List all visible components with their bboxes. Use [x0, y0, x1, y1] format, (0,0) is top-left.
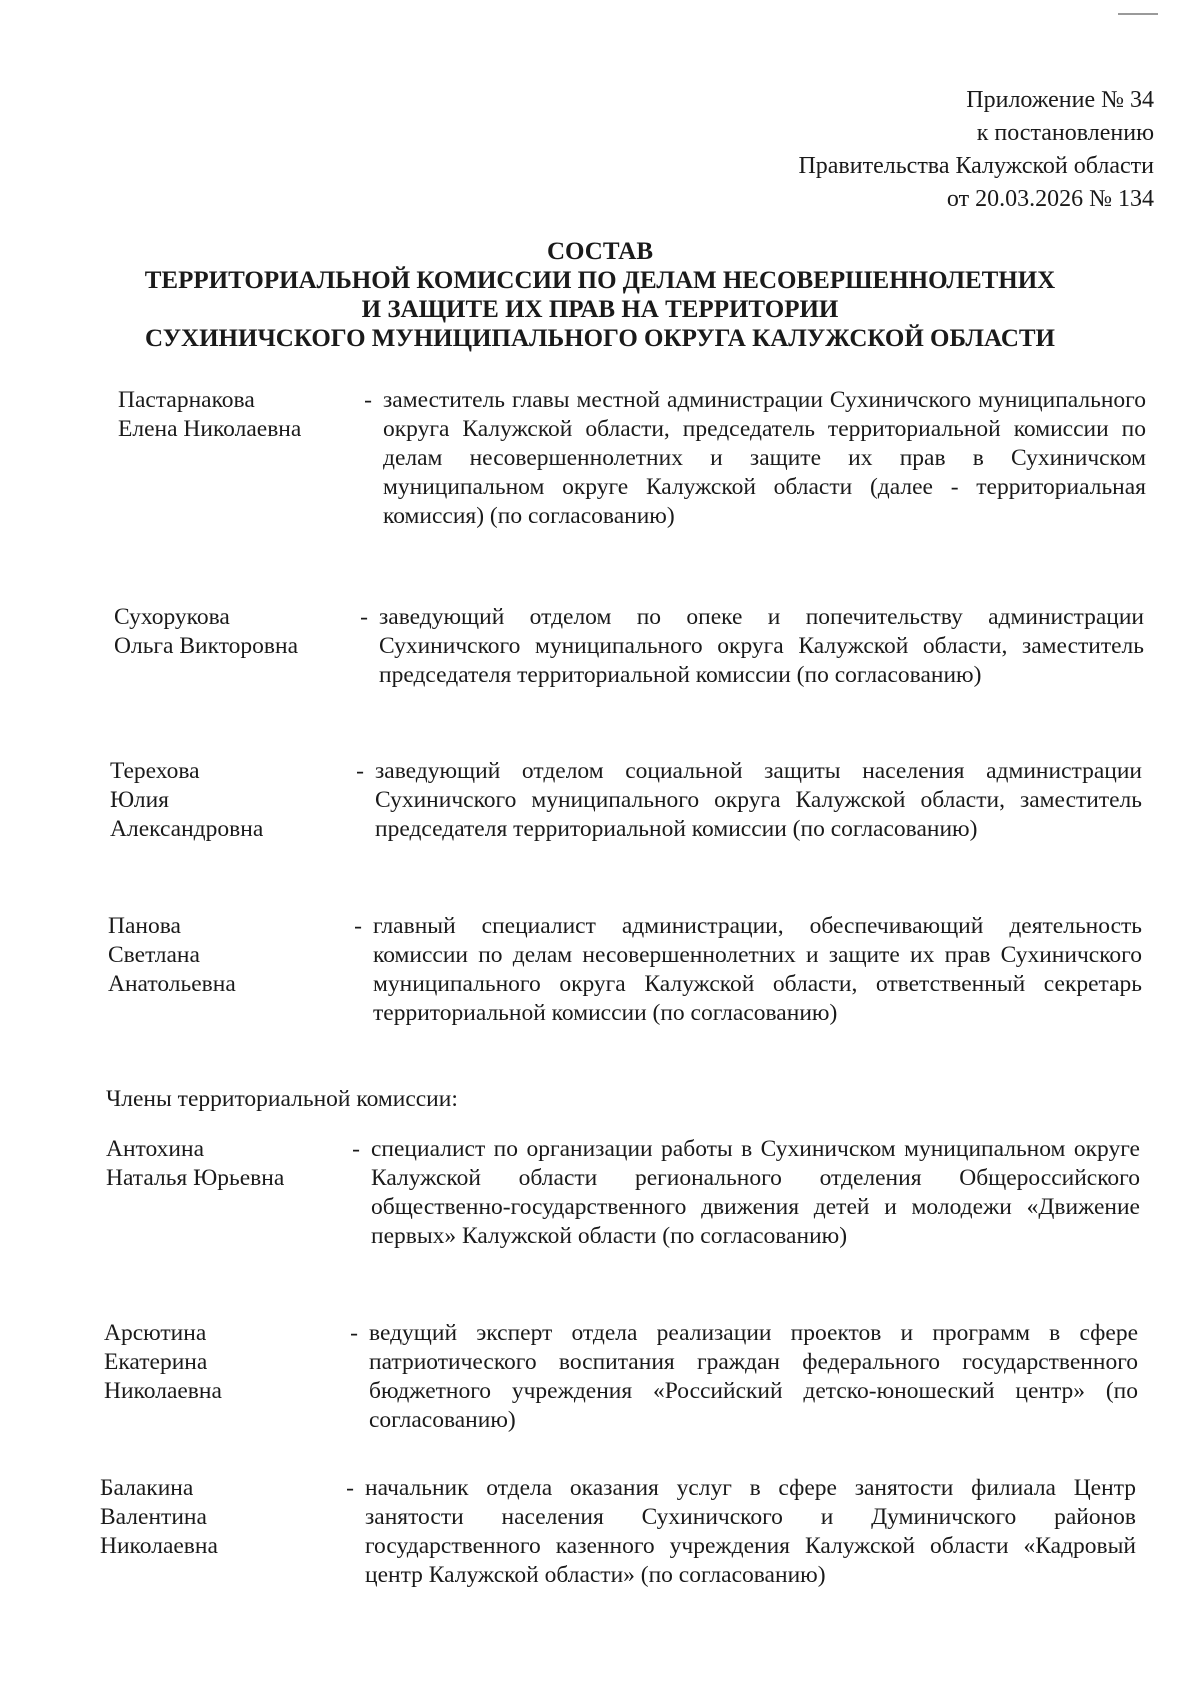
appendix-ref: к постановлению: [976, 120, 1154, 146]
member-name: [110, 757, 345, 844]
appendix-header: [798, 84, 1154, 216]
appendix-date: от 20.03.2026 № 134: [946, 186, 1154, 212]
member-name: [104, 1319, 339, 1435]
member-entry-1: [106, 1135, 1140, 1251]
member-first-name: Юлия: [110, 787, 169, 813]
member-name: [118, 386, 353, 531]
scan-artifact-mark: [1118, 13, 1158, 15]
document-title: [0, 237, 1200, 353]
member-surname: Панова: [108, 913, 181, 939]
member-position: специалист по организации работы в Сухиничском муниципальном округе Калужской области регионального отделения Общероссийского общественно-государственного движения детей и молодежи «Движение первых» Калужской области (по согласованию): [371, 1136, 1140, 1249]
member-name: [106, 1135, 341, 1251]
member-patronymic: Александровна: [110, 816, 264, 842]
member-first-name: Валентина: [100, 1504, 207, 1530]
member-patronymic: Николаевна: [100, 1533, 218, 1559]
member-surname: Арсютина: [104, 1320, 207, 1346]
member-surname: Терехова: [110, 758, 200, 784]
member-patronymic: Анатольевна: [108, 971, 236, 997]
title-line-2: ТЕРРИТОРИАЛЬНОЙ КОМИССИИ ПО ДЕЛАМ НЕСОВЕРШЕННОЛЕТНИХ: [144, 267, 1056, 294]
entry-dash: -: [360, 604, 368, 630]
member-first-name: Екатерина: [104, 1349, 208, 1375]
title-line-4: СУХИНИЧСКОГО МУНИЦИПАЛЬНОГО ОКРУГА КАЛУЖСКОЙ ОБЛАСТИ: [144, 325, 1056, 352]
member-position: заместитель главы местной администрации Сухиничского муниципального округа Калужской области, председатель территориальной комиссии по делам несовершеннолетних и защите их прав в Сухиничском муниципальном округе Калужской области (далее - территориальная комиссия) (по согласованию): [383, 387, 1146, 529]
member-entry-2: [104, 1319, 1138, 1435]
entry-dash: -: [352, 1136, 360, 1162]
member-position: заведующий отделом по опеке и попечительству администрации Сухиничского муниципального округа Калужской области, заместитель председателя территориальной комиссии (по согласованию): [379, 604, 1144, 688]
member-given-names: Елена Николаевна: [118, 416, 302, 442]
appendix-number: Приложение № 34: [966, 87, 1154, 113]
member-name: [108, 912, 343, 1028]
entry-dash: -: [350, 1320, 358, 1346]
leader-entry-chair: [118, 386, 1146, 531]
entry-dash: -: [356, 758, 364, 784]
member-surname: Пастарнакова: [118, 387, 255, 413]
member-position: главный специалист администрации, обеспечивающий деятельность комиссии по делам несовершеннолетних и защите их прав Сухиничского муниципального округа Калужской области, ответственный секретарь территориальной комиссии (по согласованию): [373, 913, 1142, 1026]
title-line-1: СОСТАВ: [546, 238, 654, 265]
appendix-authority: Правительства Калужской области: [798, 153, 1154, 179]
member-first-name: Светлана: [108, 942, 200, 968]
member-patronymic: Николаевна: [104, 1378, 222, 1404]
members-section-label: Члены территориальной комиссии:: [106, 1086, 458, 1112]
member-name: [100, 1474, 335, 1590]
leader-entry-deputy-1: [114, 603, 1144, 690]
member-name: [114, 603, 349, 690]
member-surname: Антохина: [106, 1136, 205, 1162]
member-entry-3: [100, 1474, 1136, 1590]
member-position: заведующий отделом социальной защиты населения администрации Сухиничского муниципального округа Калужской области, заместитель председателя территориальной комиссии (по согласованию): [375, 758, 1142, 842]
member-surname: Балакина: [100, 1475, 194, 1501]
member-position: ведущий эксперт отдела реализации проектов и программ в сфере патриотического воспитания граждан федерального государственного бюджетного учреждения «Российский детско-юношеский центр» (по согласованию): [369, 1320, 1138, 1433]
leader-entry-deputy-2: [110, 757, 1142, 844]
leader-entry-secretary: [108, 912, 1142, 1028]
entry-dash: -: [354, 913, 362, 939]
title-line-3: И ЗАЩИТЕ ИХ ПРАВ НА ТЕРРИТОРИИ: [361, 296, 839, 323]
entry-dash: -: [364, 387, 372, 413]
member-given-names: Ольга Викторовна: [114, 633, 299, 659]
member-surname: Сухорукова: [114, 604, 230, 630]
member-given-names: Наталья Юрьевна: [106, 1165, 285, 1191]
member-position: начальник отдела оказания услуг в сфере занятости филиала Центр занятости населения Сухиничского и Думиничского районов государственного казенного учреждения Калужской области «Кадровый центр Калужской области» (по согласованию): [365, 1475, 1136, 1588]
entry-dash: -: [346, 1475, 354, 1501]
